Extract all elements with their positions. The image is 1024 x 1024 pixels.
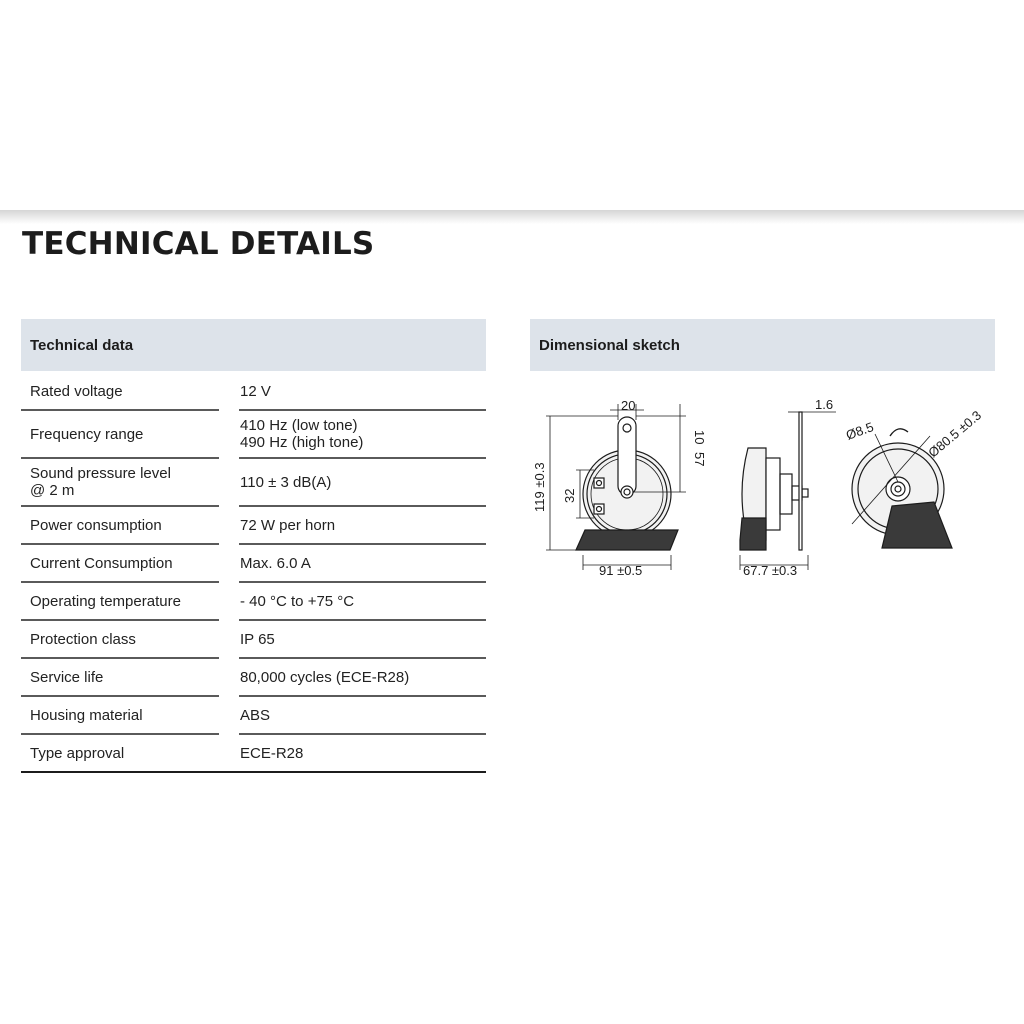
- spec-row: [21, 373, 486, 410]
- technical-data-table: [21, 373, 486, 773]
- dim-side-depth: 67.7 ±0.3: [743, 563, 798, 578]
- technical-data-header: [21, 319, 486, 371]
- spec-value: 72 W per horn: [239, 506, 486, 544]
- spec-label: Operating temperature: [21, 582, 219, 620]
- dim-horn-diameter: Ø80.5 ±0.3: [925, 407, 985, 461]
- spec-gap: [219, 620, 239, 658]
- spec-gap: [219, 696, 239, 734]
- dim-bracket-to-center: 57: [692, 452, 707, 467]
- top-divider: [0, 210, 1024, 224]
- spec-label: Frequency range: [21, 410, 219, 458]
- technical-data-header-label: Technical data: [30, 336, 134, 354]
- spec-row: [21, 458, 486, 506]
- spec-row: [21, 506, 486, 544]
- spec-gap: [219, 734, 239, 772]
- spec-row: [21, 620, 486, 658]
- spec-row: [21, 544, 486, 582]
- dim-bracket-width: 20: [621, 398, 636, 413]
- dim-front-width: 91 ±0.5: [599, 563, 643, 578]
- spec-label: Service life: [21, 658, 219, 696]
- spec-label: Power consumption: [21, 506, 219, 544]
- spec-label: Type approval: [21, 734, 219, 772]
- spec-row: [21, 734, 486, 772]
- front-view-horn: [576, 417, 678, 550]
- spec-value: 110 ± 3 dB(A): [239, 458, 486, 506]
- spec-gap: [219, 458, 239, 506]
- spec-gap: [219, 410, 239, 458]
- spec-row: [21, 696, 486, 734]
- spec-value: IP 65: [239, 620, 486, 658]
- spec-label: Sound pressure level @ 2 m: [21, 458, 219, 506]
- spec-value: - 40 °C to +75 °C: [239, 582, 486, 620]
- spec-value: Max. 6.0 A: [239, 544, 486, 582]
- dimensional-sketch-drawing: [530, 390, 995, 590]
- dim-hole-diameter: Ø8.5: [843, 419, 876, 443]
- dimensional-sketch-header: [530, 319, 995, 371]
- spec-row: [21, 410, 486, 458]
- spec-value: ECE-R28: [239, 734, 486, 772]
- spec-value: 80,000 cycles (ECE-R28): [239, 658, 486, 696]
- spec-value: 12 V: [239, 373, 486, 410]
- spec-gap: [219, 582, 239, 620]
- spec-gap: [219, 544, 239, 582]
- dimensional-sketch-header-label: Dimensional sketch: [539, 336, 680, 354]
- side-view-horn: [740, 412, 808, 550]
- spec-value: ABS: [239, 696, 486, 734]
- dim-terminal-spacing: 32: [562, 488, 577, 503]
- spec-gap: [219, 658, 239, 696]
- dim-total-height: 119 ±0.3: [532, 462, 547, 512]
- spec-label: Current Consumption: [21, 544, 219, 582]
- spec-label: Rated voltage: [21, 373, 219, 410]
- spec-gap: [219, 506, 239, 544]
- spec-row: [21, 658, 486, 696]
- spec-gap: [219, 373, 239, 410]
- page-title: TECHNICAL DETAILS: [22, 226, 375, 262]
- dim-bracket-thickness: 1.6: [815, 397, 834, 412]
- spec-value: 410 Hz (low tone) 490 Hz (high tone): [239, 410, 486, 458]
- spec-row: [21, 582, 486, 620]
- spec-label: Protection class: [21, 620, 219, 658]
- dim-bracket-top: 10: [692, 430, 707, 445]
- spec-label: Housing material: [21, 696, 219, 734]
